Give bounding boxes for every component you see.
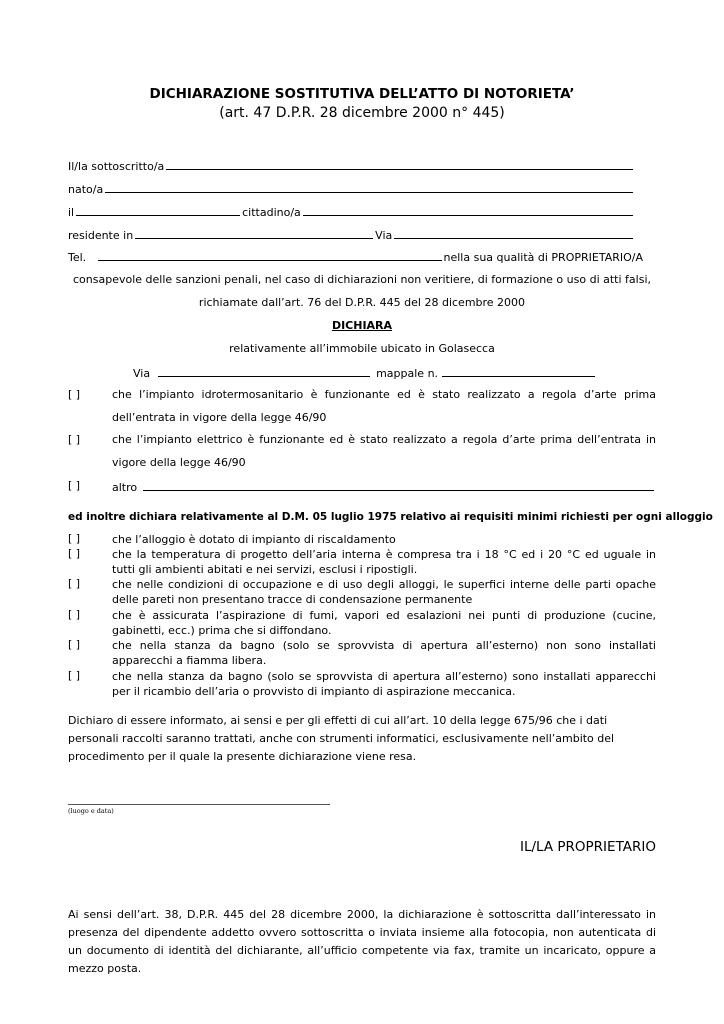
tel-label: Tel. (68, 251, 87, 264)
document-title: DICHIARAZIONE SOSTITUTIVA DELL’ATTO DI NOTORIETA’ (149, 86, 575, 102)
tel-row (68, 249, 643, 264)
via-label: Via (375, 229, 393, 242)
immobile-via-field[interactable] (158, 365, 370, 377)
declaration-fiamma-libera: che nella stanza da bagno (solo se sprovvista di apertura all’esterno) non sono installati apparecchi a fiamma libera. (112, 639, 656, 667)
altro-label: altro (112, 481, 138, 494)
footer-paragraph: Ai sensi dell’art. 38, D.P.R. 445 del 28 dicembre 2000, la dichiarazione è sottoscritta dall’interessato in presenza del dipendente addetto ovvero sottoscritta o inviata insieme alla fotocopia, non autenticata di un documento di identità del dichiarante, all’ufficio competente via fax, tramite un incaricato, oppure a mezzo posta. (68, 908, 656, 975)
il-label: il (68, 206, 75, 219)
checkbox-condensazione[interactable]: [ ] (68, 577, 81, 590)
checkbox-temperatura[interactable]: [ ] (68, 547, 81, 560)
sottoscritto-row (68, 158, 635, 173)
cittadino-label: cittadino/a (242, 206, 301, 219)
declaration-condensazione: che nelle condizioni di occupazione e di uso degli alloggi, le superfici interne delle parti opache delle pareti non presentano tracce di condensazione permanente (112, 578, 656, 606)
nato-field[interactable] (105, 181, 633, 193)
nato-label: nato/a (68, 183, 104, 196)
immobile-via-label: Via (133, 367, 151, 380)
checkbox-altro[interactable]: [ ] (68, 479, 81, 492)
via-field[interactable] (394, 227, 633, 239)
altro-field[interactable] (143, 479, 654, 491)
declaration-aspirazione: che è assicurata l’aspirazione di fumi, vapori ed esalazioni nei punti di produzione (cucine, gabinetti, ecc.) prima che si diffondano. (112, 609, 656, 637)
residente-label: residente in (68, 229, 134, 242)
declaration-ricambio-aria: che nella stanza da bagno (solo se sprovvista di apertura all’esterno) sono installati apparecchi per il ricambio dell’aria o provvisto di impianto di aspirazione meccanica. (112, 670, 656, 698)
residente-field[interactable] (135, 227, 373, 239)
checkbox-impianto-idro[interactable]: [ ] (68, 388, 81, 401)
luogo-data-line[interactable] (68, 804, 330, 805)
qualita-label: nella sua qualità di PROPRIETARIO/A (443, 251, 643, 264)
altro-row (112, 479, 656, 494)
il-cittadino-row (68, 204, 635, 219)
document-subtitle: (art. 47 D.P.R. 28 dicembre 2000 n° 445) (219, 105, 505, 121)
checkbox-ricambio-aria[interactable]: [ ] (68, 669, 81, 682)
luogo-data-label: (luogo e data) (68, 807, 114, 815)
immobile-line: relativamente all’immobile ubicato in Golasecca (229, 342, 495, 355)
sottoscritto-field[interactable] (166, 158, 633, 170)
consapevole-line-2: richiamate dall’art. 76 del D.P.R. 445 del 28 dicembre 2000 (198, 296, 526, 309)
sottoscritto-label: Il/la sottoscritto/a (68, 160, 165, 173)
declaration-riscaldamento: che l’alloggio è dotato di impianto di riscaldamento (112, 533, 396, 546)
signature-label: IL/LA PROPRIETARIO (519, 839, 656, 855)
declaration-temperatura: che la temperatura di progetto dell’aria interna è compresa tra i 18 °C ed i 20 °C ed uguale in tutti gli ambienti abitati e nei servizi, esclusi i ripostigli. (112, 548, 656, 576)
tel-field[interactable] (98, 249, 441, 261)
residente-row (68, 227, 635, 242)
declaration-impianto-elettrico: che l’impianto elettrico è funzionante ed è stato realizzato a regola d’arte prima dell’entrata in vigore della legge 46/90 (112, 433, 656, 469)
mappale-label: mappale n. (376, 367, 439, 380)
checkbox-fiamma-libera[interactable]: [ ] (68, 638, 81, 651)
checkbox-riscaldamento[interactable]: [ ] (68, 532, 81, 545)
declaration-impianto-idro: che l’impianto idrotermosanitario è funzionante ed è stato realizzato a regola d’arte prima dell’entrata in vigore della legge 46/90 (112, 388, 656, 424)
checkbox-aspirazione[interactable]: [ ] (68, 608, 81, 621)
dichiara-heading: DICHIARA (331, 319, 393, 332)
dm-heading: ed inoltre dichiara relativamente al D.M. 05 luglio 1975 relativo ai requisiti minimi richiesti per ogni alloggio (68, 511, 713, 523)
privacy-paragraph: Dichiaro di essere informato, ai sensi e per gli effetti di cui all’art. 10 della legge 675/96 che i dati personali raccolti saranno trattati, anche con strumenti informatici, esclusivamente nell’ambito del procedimento per il quale la presente dichiarazione viene resa. (68, 714, 615, 763)
checkbox-impianto-elettrico[interactable]: [ ] (68, 433, 81, 446)
immobile-address-row (133, 365, 597, 380)
consapevole-line-1: consapevole delle sanzioni penali, nel caso di dichiarazioni non veritiere, di formazione o uso di atti falsi, (72, 273, 651, 286)
cittadino-field[interactable] (303, 204, 633, 216)
il-field[interactable] (76, 204, 240, 216)
nato-row (68, 181, 635, 196)
mappale-field[interactable] (442, 365, 595, 377)
